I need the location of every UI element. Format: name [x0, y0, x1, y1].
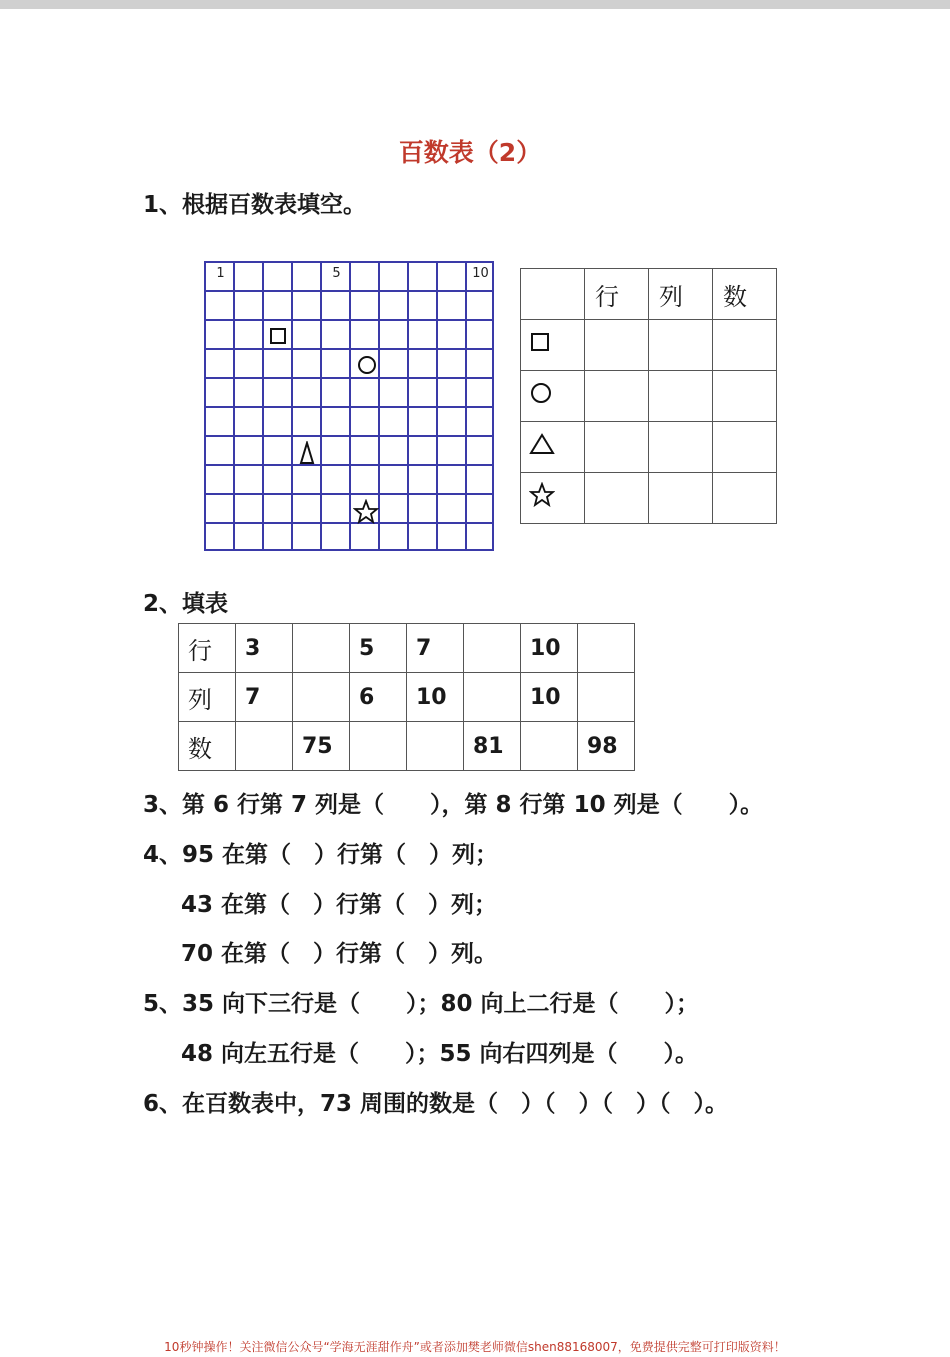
answer-cell[interactable]	[649, 422, 713, 473]
q4-line-2: 43 在第（ ）行第（ ）列；	[181, 892, 498, 918]
square-icon	[529, 331, 551, 353]
q5-line-1: 5、35 向下三行是（ ）；80 向上二行是（ ）；	[143, 991, 700, 1017]
table-cell[interactable]: 7	[236, 673, 293, 722]
square-icon	[269, 327, 287, 345]
circle-icon	[356, 354, 378, 376]
table-row	[179, 624, 635, 673]
hundred-grid	[204, 261, 494, 551]
table-cell[interactable]: 75	[293, 722, 350, 771]
row-label: 行	[179, 624, 236, 673]
header-num: 数	[713, 269, 777, 320]
table-cell[interactable]: 5	[350, 624, 407, 673]
grid-label-5: 5	[332, 266, 341, 281]
q1-heading: 1、根据百数表填空。	[143, 192, 367, 218]
q2-heading: 2、填表	[143, 591, 229, 617]
answer-cell[interactable]	[649, 320, 713, 371]
grid-label-1: 1	[216, 266, 225, 281]
table-cell[interactable]: 10	[521, 624, 578, 673]
table-cell[interactable]: 10	[521, 673, 578, 722]
table-cell[interactable]	[407, 722, 464, 771]
answer-cell[interactable]	[649, 473, 713, 524]
table-row	[179, 722, 635, 771]
answer-cell[interactable]	[713, 320, 777, 371]
table-cell[interactable]	[464, 673, 521, 722]
answer-cell[interactable]	[713, 473, 777, 524]
grid-label-10: 10	[472, 266, 489, 281]
table-row	[521, 269, 777, 320]
table-cell[interactable]	[293, 624, 350, 673]
circle-icon	[529, 381, 553, 405]
q4-line-1: 4、95 在第（ ）行第（ ）列；	[143, 842, 499, 868]
header-row: 行	[585, 269, 649, 320]
table-row	[521, 473, 777, 524]
table-row	[521, 320, 777, 371]
answer-cell[interactable]	[585, 371, 649, 422]
answer-cell[interactable]	[585, 473, 649, 524]
table-cell[interactable]	[236, 722, 293, 771]
q6-text: 6、在百数表中，73 周围的数是（ ）（ ）（ ）（ ）。	[143, 1091, 729, 1117]
table-cell[interactable]: 10	[407, 673, 464, 722]
q5-line-2: 48 向左五行是（ ）；55 向右四列是（ ）。	[181, 1041, 699, 1067]
header-col: 列	[649, 269, 713, 320]
footer-promo: 10秒钟操作！关注微信公众号“学海无涯甜作舟”或者添加樊老师微信shen88168007，免费提供完整可打印版资料！	[164, 1340, 786, 1354]
answer-cell[interactable]	[585, 320, 649, 371]
triangle-row-icon	[521, 422, 585, 473]
circle-row-icon	[521, 371, 585, 422]
row-label: 数	[179, 722, 236, 771]
shape-position-table	[520, 268, 777, 524]
page-title: 百数表（2）	[398, 138, 542, 167]
table-cell[interactable]	[578, 673, 635, 722]
answer-cell[interactable]	[649, 371, 713, 422]
table-row	[179, 673, 635, 722]
table-cell[interactable]	[521, 722, 578, 771]
triangle-icon	[299, 441, 315, 465]
answer-cell[interactable]	[713, 371, 777, 422]
table-cell[interactable]: 98	[578, 722, 635, 771]
fill-table	[178, 623, 635, 771]
table-cell[interactable]	[464, 624, 521, 673]
table-cell[interactable]	[578, 624, 635, 673]
table-cell[interactable]: 7	[407, 624, 464, 673]
table-cell[interactable]: 6	[350, 673, 407, 722]
table-cell[interactable]: 3	[236, 624, 293, 673]
q4-line-3: 70 在第（ ）行第（ ）列。	[181, 941, 498, 967]
triangle-icon	[529, 432, 555, 456]
star-row-icon	[521, 473, 585, 524]
star-icon	[353, 499, 379, 525]
top-bar	[0, 0, 950, 9]
q3-text: 3、第 6 行第 7 列是（ ），第 8 行第 10 列是（ ）。	[143, 792, 764, 818]
table-cell[interactable]: 81	[464, 722, 521, 771]
table-cell[interactable]	[293, 673, 350, 722]
answer-cell[interactable]	[713, 422, 777, 473]
square-row-icon	[521, 320, 585, 371]
table-cell[interactable]	[350, 722, 407, 771]
star-icon	[529, 482, 555, 508]
table-cell	[521, 269, 585, 320]
row-label: 列	[179, 673, 236, 722]
answer-cell[interactable]	[585, 422, 649, 473]
table-row	[521, 422, 777, 473]
table-row	[521, 371, 777, 422]
